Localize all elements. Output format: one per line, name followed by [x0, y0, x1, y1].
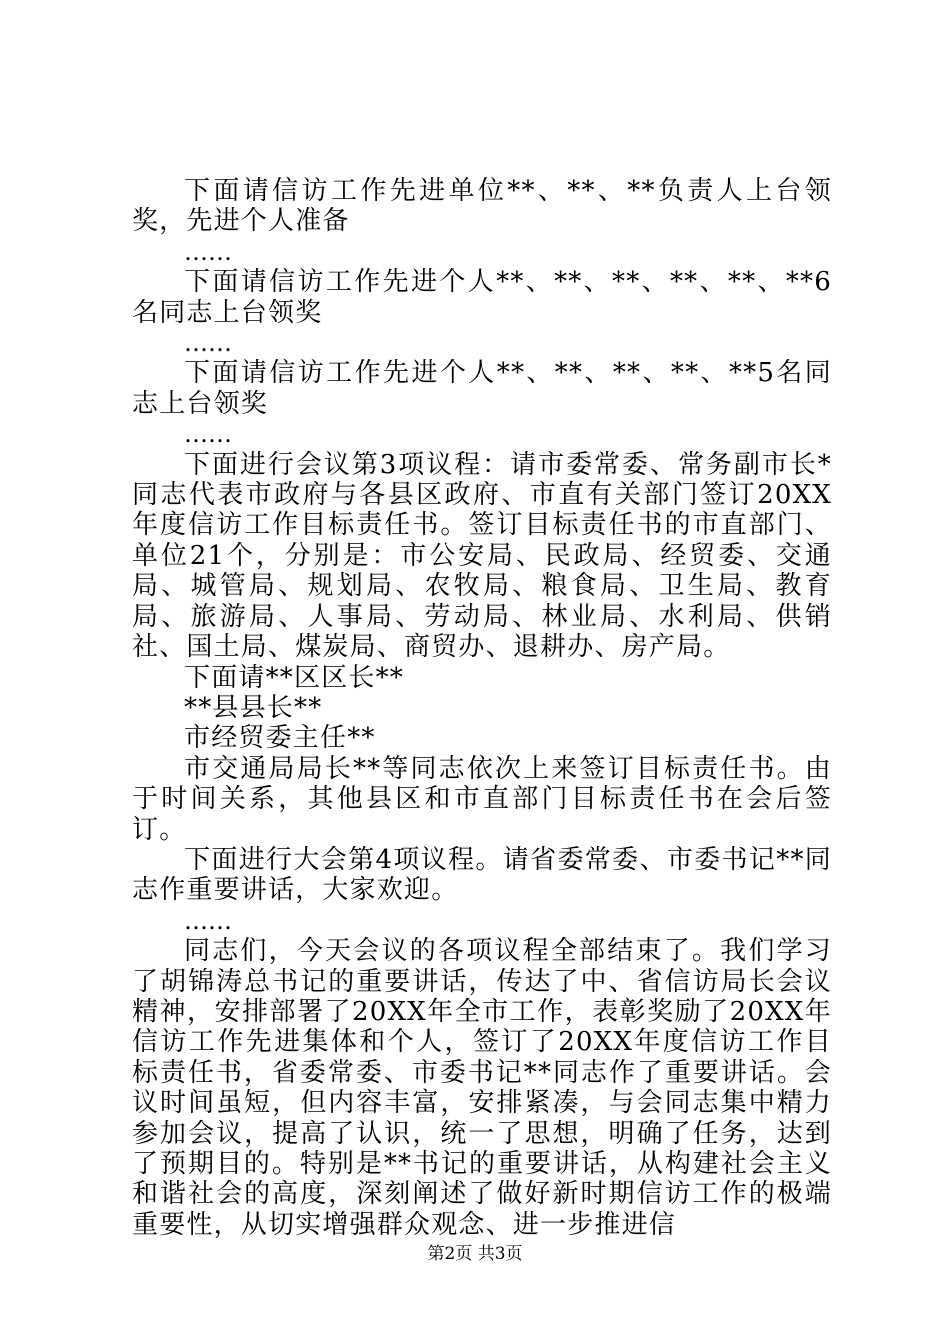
- paragraph-district-head: 下面请**区区长**: [184, 662, 405, 693]
- paragraph-signing: 市交通局局长**等同志依次上来签订目标责任书。由于时间关系，其他县区和市直部门目标责任书在会后签订。: [132, 753, 832, 845]
- paragraph-ellipsis: ……: [184, 329, 232, 358]
- paragraph-ellipsis: ……: [184, 237, 232, 266]
- paragraph-commission-director: 市经贸委主任**: [184, 723, 376, 754]
- paragraph-award-units: 下面请信访工作先进单位**、**、**负责人上台领奖，先进个人准备: [132, 176, 832, 237]
- paragraph-agenda-item-4: 下面进行大会第4项议程。请省委常委、市委书记**同志作重要讲话，大家欢迎。: [132, 844, 832, 906]
- paragraph-agenda-item-3: 下面进行会议第3项议程：请市委常委、常务副市长*同志代表市政府与各县区政府、市直有关部门签订20XX年度信访工作目标责任书。签订目标责任书的市直部门、单位21个，分别是：市公安局、民政局、经贸委、交通局、城管局、规划局、农牧局、粮食局、卫生局、教育局、旅游局、人事局、劳动局、林业局、水利局、供销社、国土局、煤炭局、商贸办、退耕办、房产局。: [132, 449, 832, 663]
- paragraph-ellipsis: ……: [184, 420, 232, 449]
- page-footer: 第2页 共3页: [427, 1244, 523, 1264]
- paragraph-ellipsis: ……: [184, 906, 232, 935]
- paragraph-award-individuals-six: 下面请信访工作先进个人**、**、**、**、**、**6名同志上台领奖: [132, 267, 832, 328]
- document-body: [132, 176, 832, 1240]
- paragraph-county-head: **县县长**: [184, 692, 323, 723]
- paragraph-award-individuals-five: 下面请信访工作先进个人**、**、**、**、**5名同志上台领奖: [132, 358, 832, 419]
- paragraph-closing-summary: 同志们，今天会议的各项议程全部结束了。我们学习了胡锦涛总书记的重要讲话，传达了中、省信访局长会议精神，安排部署了20XX年全市工作，表彰奖励了20XX年信访工作先进集体和个人，签订了20XX年度信访工作目标责任书，省委常委、市委书记**同志作了重要讲话。会议时间虽短，但内容丰富，安排紧凑，与会同志集中精力参加会议，提高了认识，统一了思想，明确了任务，达到了预期目的。特别是**书记的重要讲话，从构建社会主义和谐社会的高度，深刻阐述了做好新时期信访工作的极端重要性，从切实增强群众观念、进一步推进信: [132, 936, 832, 1240]
